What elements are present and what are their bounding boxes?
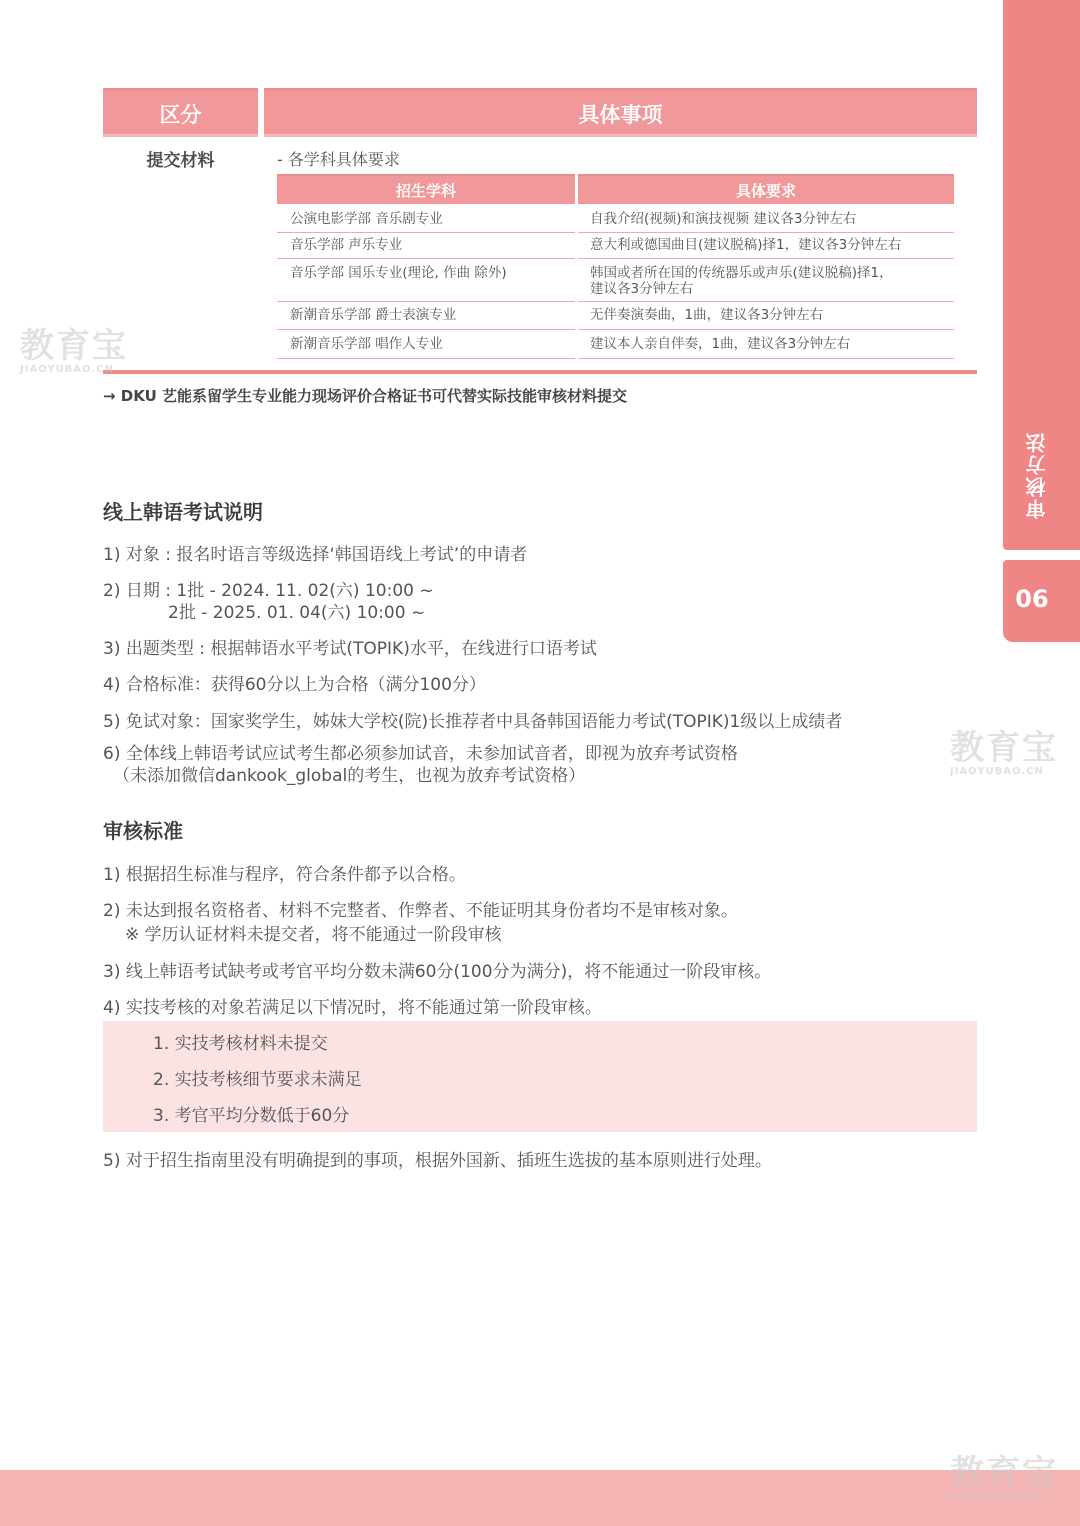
table-row-req: 韩国或者所在国的传统器乐或声乐(建议脱稿)择1， xyxy=(590,265,893,281)
box-list-item: 1. 实技考核材料未提交 xyxy=(153,1034,328,1054)
table-row-req: 无伴奏演奏曲，1曲，建议各3分钟左右 xyxy=(590,307,824,323)
table-row-req-cont: 建议各3分钟左右 xyxy=(590,281,694,297)
list-item: 6) 全体线上韩语考试应试考生都必须参加试音，未参加试音者，即视为放弃考试资格 xyxy=(103,744,738,764)
list-item-note: ※ 学历认证材料未提交者，将不能通过一阶段审核 xyxy=(125,925,502,945)
row-divider xyxy=(578,258,954,259)
table-row-req: 自我介绍(视频)和演技视频 建议各3分钟左右 xyxy=(590,211,857,227)
list-item: 2批 - 2025. 01. 04(六) 10:00 ~ xyxy=(168,603,426,623)
section-title-online-exam: 线上韩语考试说明 xyxy=(103,500,263,524)
watermark-logo: 教育宝 JIAOYUBAO.CN xyxy=(950,728,1058,777)
table-header-details: 具体事项 xyxy=(264,88,977,136)
row-divider xyxy=(277,258,575,259)
header-underline xyxy=(103,134,258,137)
row-divider xyxy=(578,358,954,359)
row-label-materials: 提交材料 xyxy=(146,151,215,171)
page-number: 06 xyxy=(1015,585,1049,613)
list-item: 3) 线上韩语考试缺考或考官平均分数未满60分(100分为满分)，将不能通过一阶段审核。 xyxy=(103,962,772,982)
subject-requirements-intro: - 各学科具体要求 xyxy=(277,150,400,169)
watermark-logo: 教育宝 JIAOYUBAO.CN xyxy=(950,1453,1058,1502)
table-header-category: 区分 xyxy=(103,88,258,136)
list-item: 1) 对象 : 报名时语言等级选择‘韩国语线上考试’的申请者 xyxy=(103,545,528,565)
list-item: 5) 对于招生指南里没有明确提到的事项，根据外国新、插班生选拔的基本原则进行处理。 xyxy=(103,1151,772,1171)
row-divider xyxy=(578,329,954,330)
table-bottom-border xyxy=(103,370,977,374)
list-item: 5) 免试对象：国家奖学生，姊妹大学校(院)长推荐者中具备韩国语能力考试(TOPIK)1级以上成绩者 xyxy=(103,712,843,732)
row-divider xyxy=(277,329,575,330)
table-note: → DKU 艺能系留学生专业能力现场评价合格证书可代替实际技能审核材料提交 xyxy=(103,387,628,405)
row-divider xyxy=(578,232,954,233)
header-underline xyxy=(264,134,977,137)
row-divider xyxy=(578,301,954,302)
watermark-logo: 教育宝 JIAOYUBAO.CN xyxy=(20,326,128,375)
list-item: 4) 实技考核的对象若满足以下情况时，将不能通过第一阶段审核。 xyxy=(103,998,602,1018)
row-divider xyxy=(277,232,575,233)
table-row-dept: 新潮音乐学部 唱作人专业 xyxy=(290,336,443,352)
section-title-criteria: 审核标准 xyxy=(103,819,183,843)
row-divider xyxy=(277,358,575,359)
box-list-item: 3. 考官平均分数低于60分 xyxy=(153,1106,350,1126)
inner-header-requirement: 具体要求 xyxy=(578,174,954,204)
table-row-dept: 新潮音乐学部 爵士表演专业 xyxy=(290,307,457,323)
row-divider xyxy=(277,301,575,302)
box-list-item: 2. 实技考核细节要求未满足 xyxy=(153,1070,362,1090)
list-item: 1) 根据招生标准与程序，符合条件都予以合格。 xyxy=(103,865,466,885)
inner-header-department: 招生学科 xyxy=(277,174,575,204)
table-row-req: 建议本人亲自伴奏，1曲，建议各3分钟左右 xyxy=(590,336,851,352)
list-item: （未添加微信dankook_global的考生，也视为放弃考试资格） xyxy=(113,766,586,786)
table-row-req: 意大利或德国曲目(建议脱稿)择1，建议各3分钟左右 xyxy=(590,237,902,253)
side-section-label: 审核方法 xyxy=(1025,431,1049,519)
footer-band xyxy=(0,1470,1080,1526)
list-item: 2) 日期 : 1批 - 2024. 11. 02(六) 10:00 ~ xyxy=(103,581,434,601)
list-item: 2) 未达到报名资格者、材料不完整者、作弊者、不能证明其身份者均不是审核对象。 xyxy=(103,901,738,921)
table-row-dept: 公演电影学部 音乐剧专业 xyxy=(290,211,443,227)
table-row-dept: 音乐学部 国乐专业(理论, 作曲 除外) xyxy=(290,265,507,281)
table-row-dept: 音乐学部 声乐专业 xyxy=(290,237,403,253)
list-item: 3) 出题类型 : 根据韩语水平考试(TOPIK)水平，在线进行口语考试 xyxy=(103,639,597,659)
list-item: 4) 合格标准：获得60分以上为合格（满分100分） xyxy=(103,675,486,695)
